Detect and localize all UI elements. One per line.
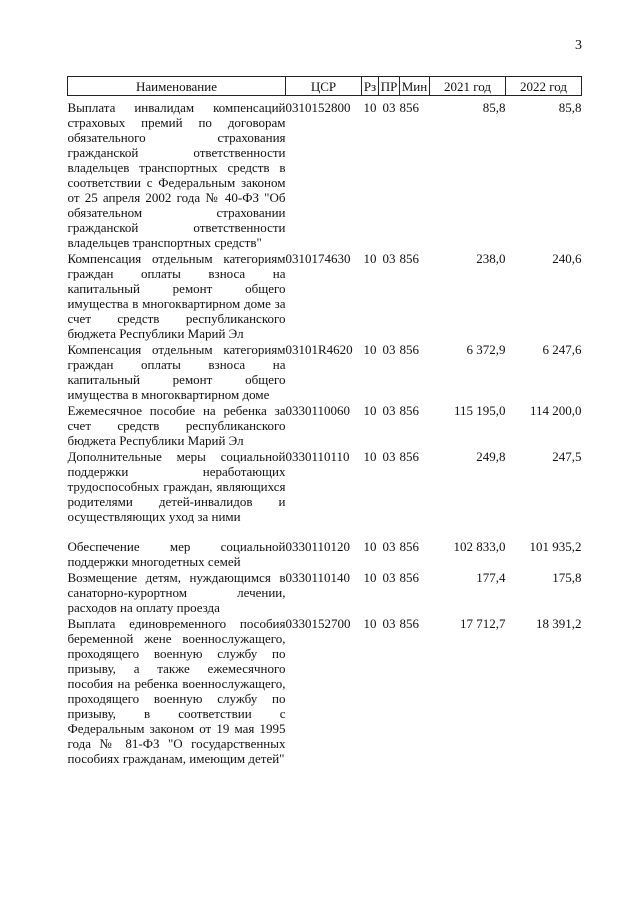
row-pr: 03	[382, 539, 396, 554]
row-rz: 10	[363, 539, 377, 554]
row-name: Обеспечение мер социальной поддержки многодетных семей	[67, 539, 286, 569]
row-rz: 10	[363, 251, 377, 266]
row-min: 856	[399, 403, 419, 418]
budget-table	[67, 76, 582, 781]
page-number: 3	[575, 38, 582, 53]
row-value-2022: 18 391,2	[536, 616, 582, 631]
row-pr: 03	[382, 342, 396, 357]
table-row	[68, 449, 582, 539]
row-pr: 03	[382, 251, 396, 266]
row-min: 856	[399, 100, 419, 115]
row-value-2022: 6 247,6	[542, 342, 582, 357]
row-value-2022: 247,5	[552, 449, 582, 464]
row-name: Возмещение детям, нуждающимся в санаторно-курортном лечении, расходов на оплату проезда	[67, 570, 286, 615]
row-csr: 0310174630	[285, 251, 351, 266]
row-csr: 0330110060	[285, 403, 351, 418]
table-row	[68, 251, 582, 342]
row-min: 856	[399, 570, 419, 585]
row-rz: 10	[363, 616, 377, 631]
table-row	[68, 616, 582, 781]
row-pr: 03	[382, 570, 396, 585]
row-name: Выплата единовременного пособия беременной жене военнослужащего, проходящего военную службу по призыву, а также ежемесячного пособия на ребенка военнослужащего, проходящего военную службу по призыву, в соответствии с Федеральным законом от 19 мая 1995 года № 81-ФЗ "О государственных пособиях гражданам, имеющим детей"	[67, 616, 286, 766]
table-row	[68, 96, 582, 252]
row-value-2022: 175,8	[552, 570, 582, 585]
row-min: 856	[399, 616, 419, 631]
row-value-2022: 101 935,2	[529, 539, 582, 554]
table-row	[68, 403, 582, 449]
row-value-2021: 102 833,0	[453, 539, 506, 554]
row-csr: 0330110110	[285, 449, 350, 464]
row-value-2022: 114 200,0	[529, 403, 582, 418]
row-min: 856	[399, 251, 419, 266]
row-csr: 0310152800	[285, 100, 351, 115]
row-csr: 0330110120	[285, 539, 351, 554]
row-name: Дополнительные меры социальной поддержки неработающих трудоспособных граждан, являющихся родителями детей-инвалидов и осуществляющих уход за ними	[67, 449, 286, 524]
header-pr: ПР	[379, 77, 400, 96]
row-value-2021: 85,8	[482, 100, 506, 115]
row-rz: 10	[363, 570, 377, 585]
row-value-2021: 238,0	[476, 251, 506, 266]
row-value-2021: 177,4	[476, 570, 506, 585]
row-name: Компенсация отдельным категориям граждан оплаты взноса на капитальный ремонт общего имущества в многоквартирном доме за счет средств республиканского бюджета Республики Марий Эл	[67, 251, 286, 341]
header-csr: ЦСР	[286, 77, 362, 96]
row-csr: 0330110140	[285, 570, 351, 585]
row-rz: 10	[363, 100, 377, 115]
row-value-2022: 85,8	[558, 100, 582, 115]
row-value-2021: 6 372,9	[466, 342, 506, 357]
row-name: Выплата инвалидам компенсаций страховых премий по договорам обязательного страхования гражданской ответственности владельцев транспортных средств в соответствии с Федеральным законом от 25 апреля 2002 года № 40-ФЗ "Об обязательном страховании гражданской ответственности владельцев транспортных средств"	[67, 100, 286, 250]
header-rz: Рз	[362, 77, 379, 96]
table-row	[68, 570, 582, 616]
row-csr: 03101R4620	[285, 342, 353, 357]
row-value-2021: 249,8	[476, 449, 506, 464]
row-name: Компенсация отдельным категориям граждан оплаты взноса на капитальный ремонт общего имущества в многоквартирном доме	[67, 342, 286, 402]
row-min: 856	[399, 449, 419, 464]
row-pr: 03	[382, 449, 396, 464]
row-pr: 03	[382, 100, 396, 115]
row-min: 856	[399, 539, 419, 554]
row-value-2021: 115 195,0	[453, 403, 506, 418]
header-min: Мин	[400, 77, 430, 96]
row-min: 856	[399, 342, 419, 357]
row-name: Ежемесячное пособие на ребенка за счет средств республиканского бюджета Республики Марий Эл	[67, 403, 286, 448]
row-rz: 10	[363, 403, 377, 418]
row-rz: 10	[363, 449, 377, 464]
row-value-2022: 240,6	[552, 251, 582, 266]
row-rz: 10	[363, 342, 377, 357]
header-2022: 2022 год	[506, 77, 582, 96]
table-header-row	[68, 77, 582, 96]
table-row	[68, 342, 582, 403]
row-pr: 03	[382, 616, 396, 631]
row-pr: 03	[382, 403, 396, 418]
header-2021: 2021 год	[430, 77, 506, 96]
row-value-2021: 17 712,7	[460, 616, 506, 631]
row-csr: 0330152700	[285, 616, 351, 631]
table-row	[68, 539, 582, 570]
header-name: Наименование	[68, 77, 286, 96]
